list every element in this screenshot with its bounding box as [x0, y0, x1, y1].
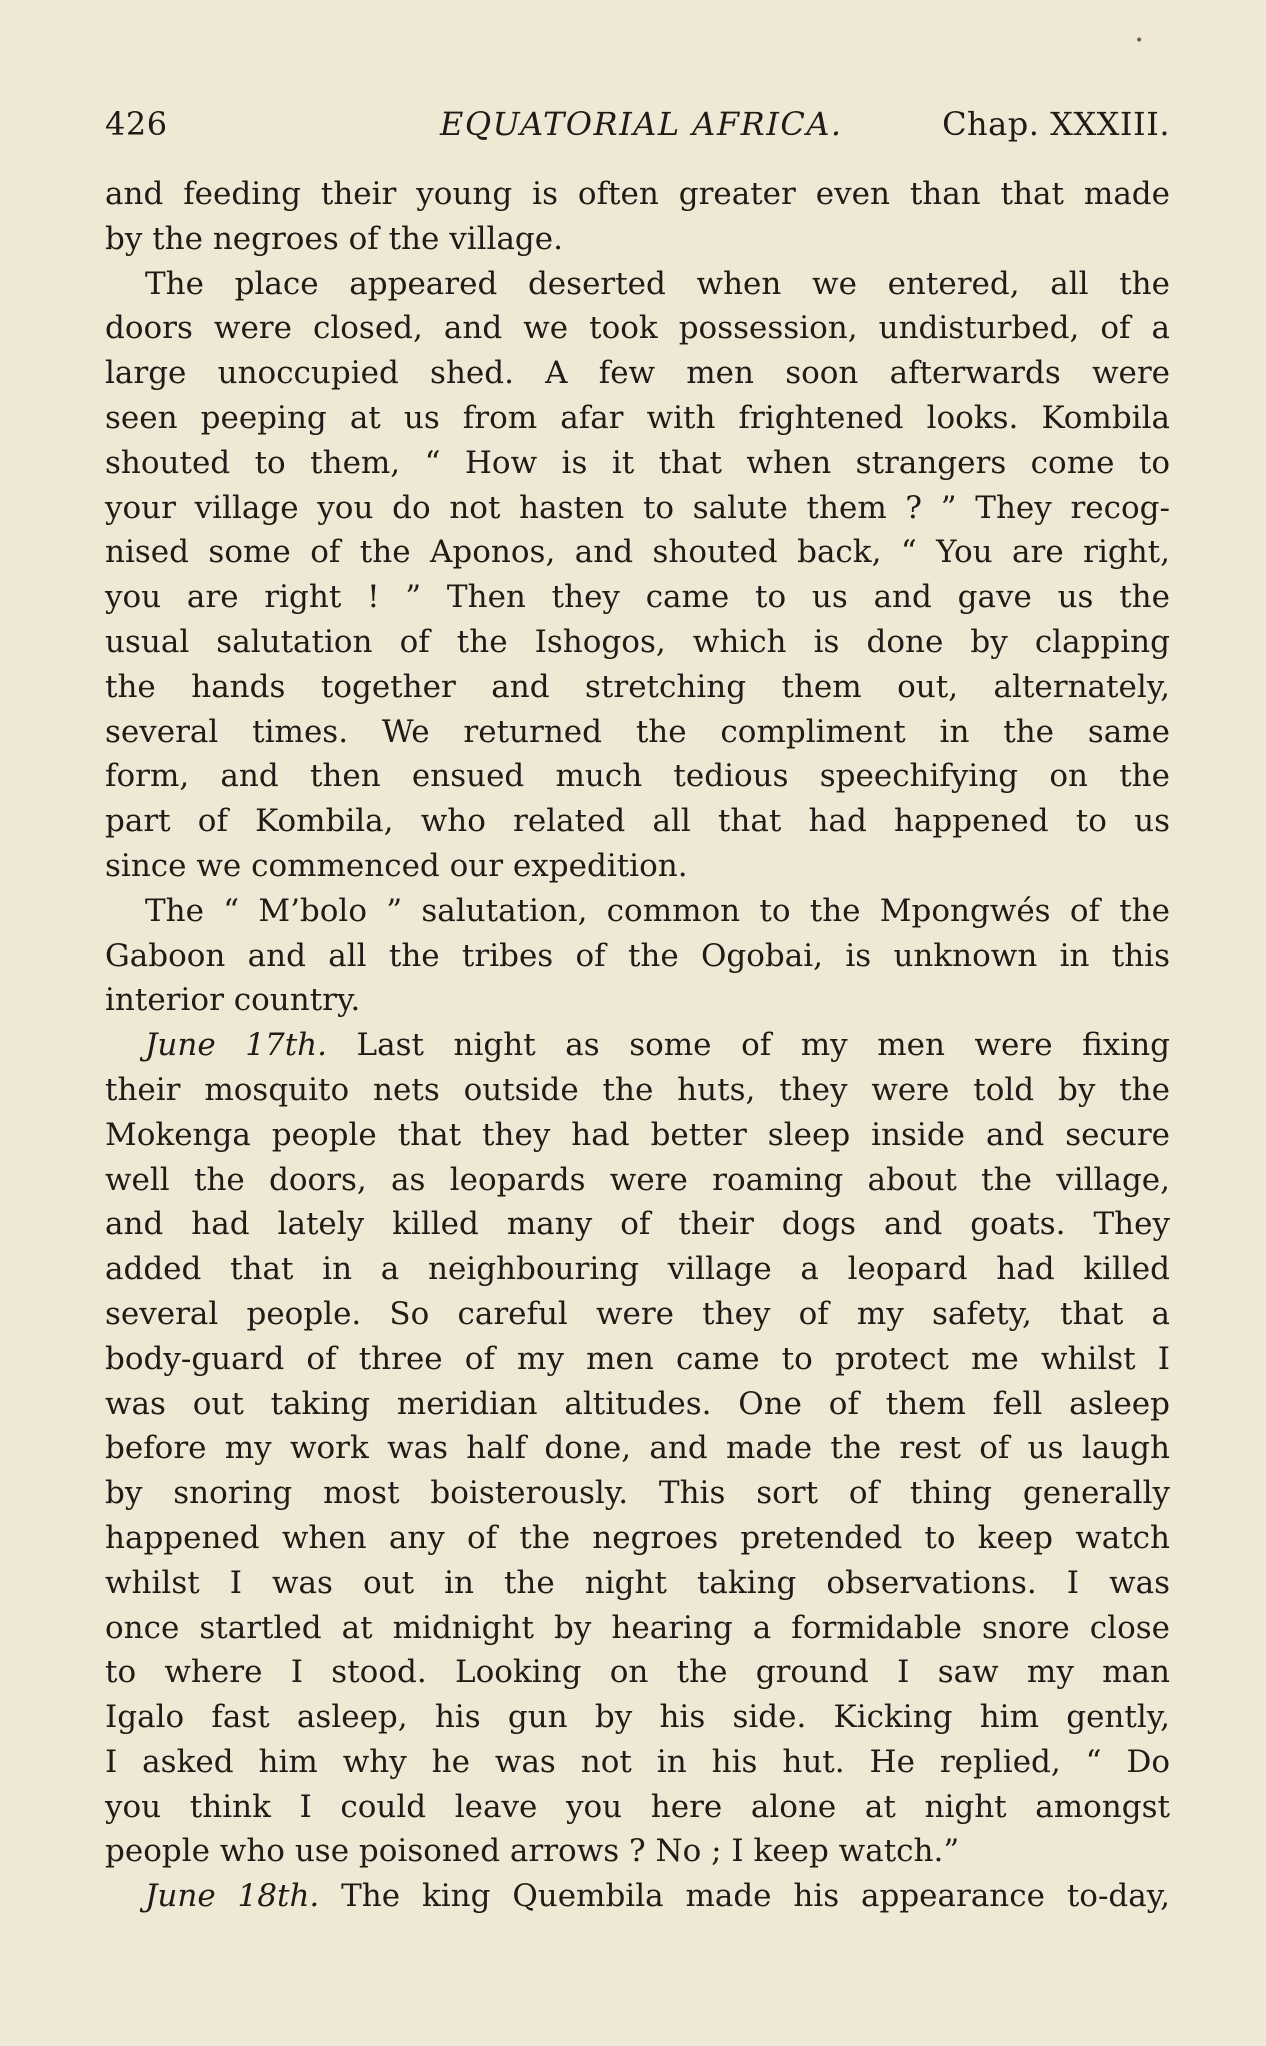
text-line — [105, 1471, 1170, 1516]
text-line — [105, 1785, 1170, 1830]
line-text: I asked him why he was not in his hut. He replied, “ Do — [105, 1743, 1170, 1780]
line-text: was out taking meridian altitudes. One of them fell asleep — [105, 1385, 1170, 1422]
body-text — [105, 172, 1170, 1919]
text-line — [105, 1023, 1170, 1068]
line-text: to where I stood. Looking on the ground I saw my man — [105, 1654, 1170, 1691]
line-text: several times. We returned the compliment in the same — [105, 713, 1170, 750]
text-line — [105, 1874, 1170, 1919]
line-text: since we commenced our expedition. — [105, 847, 688, 884]
line-text: people who use poisoned arrows ? No ; I keep watch.” — [105, 1833, 960, 1870]
text-line — [105, 1426, 1170, 1471]
line-text: once startled at midnight by hearing a formidable snore close — [105, 1609, 1170, 1646]
line-text: before my work was half done, and made the rest of us laugh — [105, 1430, 1170, 1467]
text-line — [105, 1068, 1170, 1113]
text-line — [105, 934, 1170, 979]
line-text: Mokenga people that they had better sleep inside and secure — [105, 1116, 1170, 1153]
line-text: form, and then ensued much tedious speechifying on the — [105, 758, 1170, 795]
line-text: the hands together and stretching them out, alternately, — [105, 668, 1170, 705]
running-title: EQUATORIAL AFRICA. — [440, 105, 843, 143]
line-text: The “ M’bolo ” salutation, common to the Mpongwés of the — [145, 892, 1170, 929]
text-line — [105, 396, 1170, 441]
text-line — [105, 754, 1170, 799]
book-page — [105, 0, 1170, 2046]
text-line — [105, 530, 1170, 575]
print-speck: • — [1135, 33, 1144, 49]
text-line — [105, 844, 1170, 889]
line-text: seen peeping at us from afar with frightened looks. Kombila — [105, 399, 1170, 436]
text-line — [105, 1606, 1170, 1651]
text-line — [105, 799, 1170, 844]
line-text: The place appeared deserted when we entered, all the — [145, 265, 1170, 302]
text-line — [105, 1829, 1170, 1874]
line-text: several people. So careful were they of my safety, that a — [105, 1295, 1170, 1332]
text-line — [105, 172, 1170, 217]
text-line — [105, 889, 1170, 934]
line-text: interior country. — [105, 982, 361, 1019]
line-text: happened when any of the negroes pretended to keep watch — [105, 1519, 1170, 1556]
text-line — [105, 1113, 1170, 1158]
text-line — [105, 620, 1170, 665]
text-line — [105, 486, 1170, 531]
text-line — [105, 575, 1170, 620]
line-text: added that in a neighbouring village a leopard had killed — [105, 1251, 1170, 1288]
entry-date: June 18th. — [145, 1878, 320, 1915]
line-text: whilst I was out in the night taking observations. I was — [105, 1564, 1170, 1601]
line-text: nised some of the Aponos, and shouted back, “ You are right, — [105, 534, 1170, 571]
text-line — [105, 1382, 1170, 1427]
text-line — [105, 1247, 1170, 1292]
text-line — [105, 1650, 1170, 1695]
text-line — [105, 1695, 1170, 1740]
entry-date: June 17th. — [145, 1027, 327, 1064]
line-text: and had lately killed many of their dogs and goats. They — [105, 1206, 1170, 1243]
line-text: by snoring most boisterously. This sort of thing generally — [105, 1475, 1170, 1512]
line-text: well the doors, as leopards were roaming about the village, — [105, 1161, 1170, 1198]
text-line — [105, 1740, 1170, 1785]
text-line — [105, 710, 1170, 755]
text-line — [105, 1292, 1170, 1337]
line-text: by the negroes of the village. — [105, 220, 563, 257]
line-text: Gaboon and all the tribes of the Ogobai, is unknown in this — [105, 937, 1170, 974]
text-line — [105, 351, 1170, 396]
line-text: part of Kombila, who related all that had happened to us — [105, 803, 1170, 840]
line-text: shouted to them, “ How is it that when strangers come to — [105, 444, 1170, 481]
text-line — [105, 1202, 1170, 1247]
line-text: their mosquito nets outside the huts, they were told by the — [105, 1071, 1170, 1108]
text-line — [105, 306, 1170, 351]
text-line — [105, 1337, 1170, 1382]
text-line — [105, 441, 1170, 486]
line-text: usual salutation of the Ishogos, which is done by clapping — [105, 623, 1170, 660]
page-header — [105, 105, 1170, 149]
line-text: The king Quembila made his appearance to-day, — [319, 1878, 1170, 1915]
line-text: you are right ! ” Then they came to us and gave us the — [105, 579, 1170, 616]
text-line — [105, 665, 1170, 710]
line-text: Igalo fast asleep, his gun by his side. Kicking him gently, — [105, 1699, 1170, 1736]
line-text: doors were closed, and we took possession, undisturbed, of a — [105, 310, 1170, 347]
line-text: and feeding their young is often greater even than that made — [105, 176, 1170, 212]
line-text: your village you do not hasten to salute them ? ” They recog- — [105, 489, 1170, 526]
text-line — [105, 1516, 1170, 1561]
page-number: 426 — [105, 105, 168, 143]
line-text: Last night as some of my men were fixing — [327, 1027, 1171, 1064]
text-line — [105, 978, 1170, 1023]
chapter-label: Chap. XXXIII. — [942, 105, 1170, 143]
line-text: large unoccupied shed. A few men soon afterwards were — [105, 355, 1170, 392]
text-line — [105, 217, 1170, 262]
text-line — [105, 1561, 1170, 1606]
line-text: you think I could leave you here alone at night amongst — [105, 1788, 1170, 1825]
text-line — [105, 262, 1170, 307]
line-text: body-guard of three of my men came to protect me whilst I — [105, 1340, 1170, 1377]
text-line — [105, 1158, 1170, 1203]
